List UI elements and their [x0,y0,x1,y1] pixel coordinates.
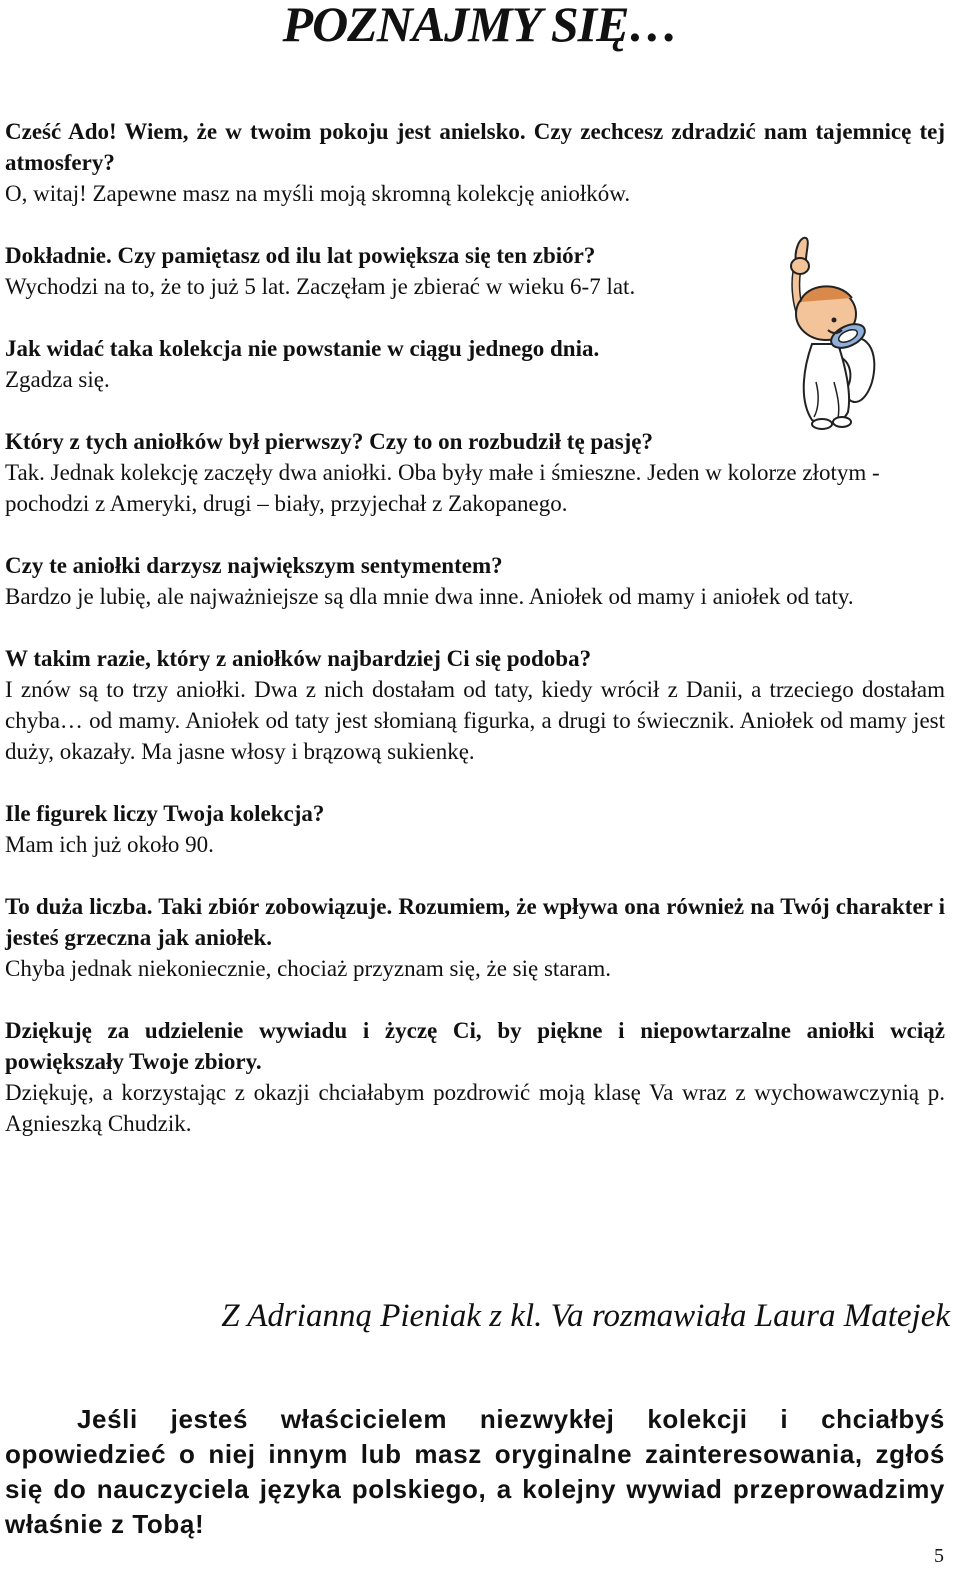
qa-block-5 [5,550,945,612]
interview-answer: I znów są to trzy aniołki. Dwa z nich dostałam od taty, kiedy wrócił z Danii, a trzeciego dostałam chyba… od mamy. Aniołek od taty jest słomianą figurka, a drugi to świecznik. Aniołek od mamy jest duży, okazały. Ma jasne włosy i brązową sukienkę. [5,677,945,764]
interview-question: Cześć Ado! Wiem, że w twoim pokoju jest anielsko. Czy zechcesz zdradzić nam tajemnicę tej atmosfery? [5,119,945,175]
call-to-action-paragraph: Jeśli jesteś właścicielem niezwykłej kolekcji i chciałbyś opowiedzieć o niej innym lub masz oryginalne zainteresowania, zgłoś się do nauczyciela języka polskiego, a kolejny wywiad przeprowadzimy właśnie z Tobą! [5,1404,945,1539]
interview-answer: O, witaj! Zapewne masz na myśli moją skromną kolekcję aniołków. [5,181,631,206]
qa-block-6 [5,643,945,767]
interview-answer: Tak. Jednak kolekcję zaczęły dwa aniołki. Oba były małe i śmieszne. Jeden w kolorze złotym - pochodzi z Ameryki, drugi – biały, przyjechał z Zakopanego. [5,460,880,516]
qa-block-7 [5,798,945,860]
interview-answer: Mam ich już około 90. [5,832,214,857]
interview-answer: Zgadza się. [5,367,110,392]
qa-block-9 [5,1015,945,1139]
page-title: POZNAJMY SIĘ… [282,0,678,52]
interview-question: Jak widać taka kolekcja nie powstanie w ciągu jednego dnia. [5,336,600,361]
interview-answer: Bardzo je lubię, ale najważniejsze są dla mnie dwa inne. Aniołek od mamy i aniołek od taty. [5,584,854,609]
interview-answer: Dziękuję, a korzystając z okazji chciałabym pozdrowić moją klasę Va wraz z wychowawczynią p. Agnieszką Chudzik. [5,1080,945,1136]
qa-block-3 [5,333,765,395]
qa-block-1 [5,116,945,209]
cartoon-angel-pointing-icon [782,232,882,432]
interview-answer: Wychodzi na to, że to już 5 lat. Zaczęłam je zbierać w wieku 6-7 lat. [5,274,636,299]
interview-question: Czy te aniołki darzysz największym sentymentem? [5,553,503,578]
interview-question: To duża liczba. Taki zbiór zobowiązuje. Rozumiem, że wpływa ona również na Twój charakter i jesteś grzeczna jak aniołek. [5,894,945,950]
interview-question: Ile figurek liczy Twoja kolekcja? [5,801,325,826]
interview-question: Który z tych aniołków był pierwszy? Czy to on rozbudził tę pasję? [5,429,654,454]
interview-answer: Chyba jednak niekoniecznie, chociaż przyznam się, że się staram. [5,956,612,981]
page-number: 5 [934,1545,944,1567]
qa-block-8 [5,891,945,984]
author-signature: Z Adrianną Pieniak z kl. Va rozmawiała Laura Matejek [221,1298,950,1334]
interview-question: Dziękuję za udzielenie wywiadu i życzę Ci, by piękne i niepowtarzalne aniołki wciąż powiększały Twoje zbiory. [5,1018,945,1074]
qa-block-4 [5,426,945,519]
interview-question: Dokładnie. Czy pamiętasz od ilu lat powiększa się ten zbiór? [5,243,596,268]
interview-question: W takim razie, który z aniołków najbardziej Ci się podoba? [5,646,592,671]
qa-block-2 [5,240,765,302]
